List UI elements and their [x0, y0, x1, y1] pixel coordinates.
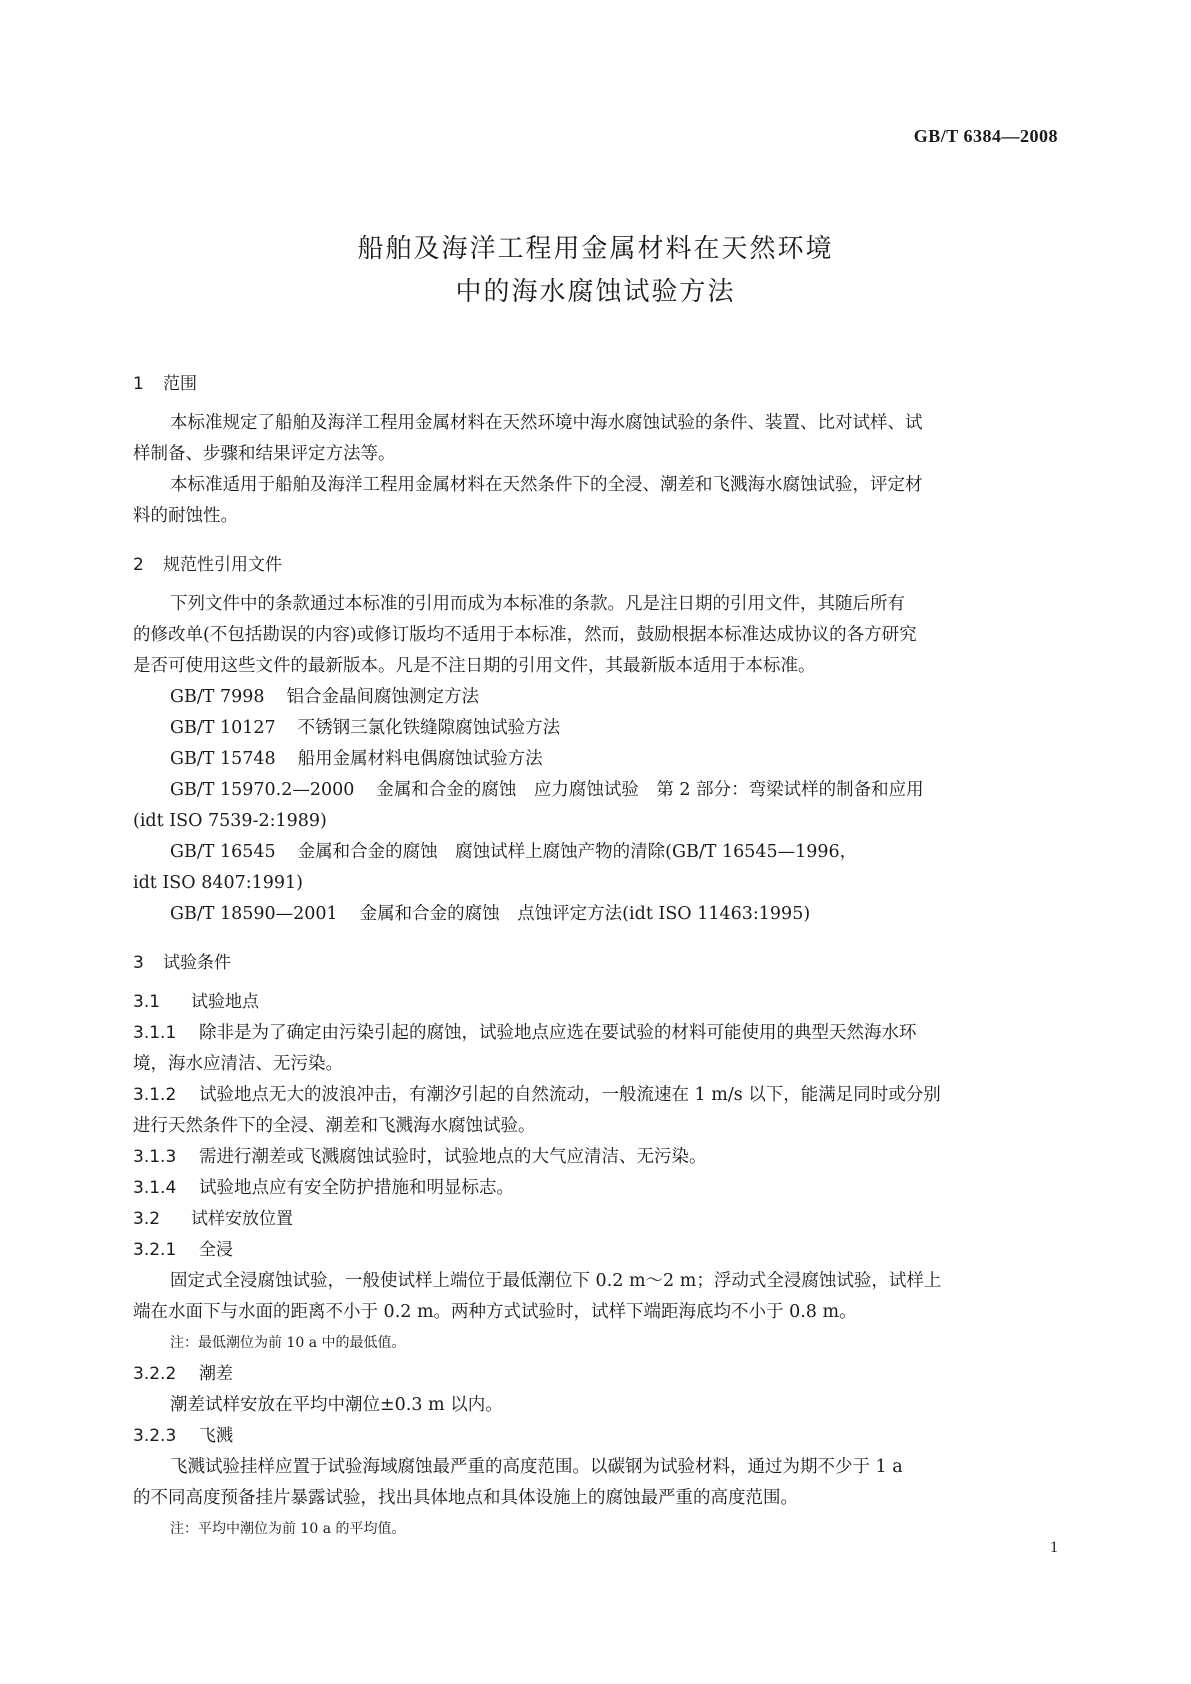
- section-3-heading: [133, 948, 1062, 979]
- section-number: 2: [133, 555, 144, 575]
- section-number: 3: [133, 953, 144, 973]
- subsection-title: 试样安放位置: [191, 1209, 293, 1229]
- reference-code: GB/T 7998: [170, 687, 265, 707]
- clause-text: 试验地点应有安全防护措施和明显标志。: [199, 1178, 514, 1198]
- section-1-heading: [133, 369, 1062, 400]
- paragraph-line: 固定式全浸腐蚀试验，一般使试样上端位于最低潮位下 0.2 m～2 m；浮动式全浸腐蚀试验，试样上: [170, 1271, 942, 1291]
- standard-code: GB/T 6384—2008: [913, 126, 1058, 146]
- reference-item: [133, 775, 1062, 806]
- paragraph-line: 潮差试样安放在平均中潮位±0.3 m 以内。: [170, 1395, 503, 1415]
- reference-code: GB/T 18590—2001: [170, 904, 338, 924]
- reference-code: GB/T 10127: [170, 718, 276, 738]
- paragraph-line: 境，海水应清洁、无污染。: [133, 1054, 343, 1074]
- clause-3-1-3: [133, 1142, 1062, 1173]
- clause-number: 3.1.3: [133, 1147, 177, 1167]
- clause-title: 全浸: [199, 1240, 233, 1260]
- reference-code: GB/T 16545: [170, 842, 276, 862]
- paragraph-line: 样制备、步骤和结果评定方法等。: [133, 444, 396, 464]
- title-line-2: 中的海水腐蚀试验方法: [455, 277, 736, 307]
- paragraph-line: 下列文件中的条款通过本标准的引用而成为本标准的条款。凡是注日期的引用文件，其随后所有: [170, 594, 905, 614]
- clause-3-1-4: [133, 1173, 1062, 1204]
- reference-title: 船用金属材料电偶腐蚀试验方法: [297, 749, 543, 769]
- subsection-3-2-heading: [133, 1204, 1062, 1235]
- subsection-number: 3.2: [133, 1209, 161, 1229]
- paragraph-line: 本标准适用于船舶及海洋工程用金属材料在天然条件下的全浸、潮差和飞溅海水腐蚀试验，评定材: [170, 475, 923, 495]
- reference-title: 金属和合金的腐蚀 应力腐蚀试验 第 2 部分：弯梁试样的制备和应用: [376, 780, 924, 800]
- paragraph-line: 的修改单(不包括勘误的内容)或修订版均不适用于本标准，然而，鼓励根据本标准达成协议的各方研究: [133, 625, 917, 645]
- reference-title: 铝合金晶间腐蚀测定方法: [286, 687, 480, 707]
- title-line-1: 船舶及海洋工程用金属材料在天然环境: [357, 234, 834, 264]
- reference-title: 金属和合金的腐蚀 腐蚀试样上腐蚀产物的清除(GB/T 16545—1996，: [297, 842, 858, 862]
- subsection-title: 试验地点: [191, 992, 259, 1012]
- clause-3-1-2: [133, 1080, 1062, 1111]
- reference-title: 不锈钢三氯化铁缝隙腐蚀试验方法: [297, 718, 561, 738]
- reference-continuation: idt ISO 8407:1991): [133, 873, 304, 893]
- paragraph-line: 飞溅试验挂样应置于试验海域腐蚀最严重的高度范围。以碳钢为试验材料，通过为期不少于 1 a: [170, 1457, 903, 1477]
- clause-number: 3.2.2: [133, 1364, 177, 1384]
- clause-number: 3.1.1: [133, 1023, 177, 1043]
- section-2-heading: [133, 550, 1062, 581]
- paragraph-line: 料的耐蚀性。: [133, 506, 238, 526]
- section-title: 试验条件: [163, 953, 231, 973]
- clause-title: 潮差: [199, 1364, 233, 1384]
- reference-item: [133, 713, 1062, 744]
- page-number: 1: [1050, 1539, 1058, 1556]
- note: 注：平均中潮位为前 10 a 的平均值。: [170, 1521, 406, 1537]
- reference-item: [133, 899, 1062, 930]
- document-title: [0, 228, 1191, 314]
- reference-title: 金属和合金的腐蚀 点蚀评定方法(idt ISO 11463:1995): [359, 904, 811, 924]
- section-number: 1: [133, 374, 144, 394]
- reference-code: GB/T 15970.2—2000: [170, 780, 355, 800]
- clause-text: 试验地点无大的波浪冲击，有潮汐引起的自然流动，一般流速在 1 m/s 以下，能满足同时或分别: [199, 1085, 941, 1105]
- section-title: 规范性引用文件: [163, 555, 282, 575]
- paragraph-line: 进行天然条件下的全浸、潮差和飞溅海水腐蚀试验。: [133, 1116, 536, 1136]
- reference-continuation: (idt ISO 7539-2:1989): [133, 811, 327, 831]
- clause-3-2-3-heading: [133, 1421, 1062, 1452]
- clause-text: 除非是为了确定由污染引起的腐蚀，试验地点应选在要试验的材料可能使用的典型天然海水环: [199, 1023, 917, 1043]
- reference-item: [133, 744, 1062, 775]
- paragraph-line: 是否可使用这些文件的最新版本。凡是不注日期的引用文件，其最新版本适用于本标准。: [133, 656, 816, 676]
- clause-title: 飞溅: [199, 1426, 233, 1446]
- paragraph-line: 端在水面下与水面的距离不小于 0.2 m。两种方式试验时，试样下端距海底均不小于 0.8 m。: [133, 1302, 857, 1322]
- clause-number: 3.1.4: [133, 1178, 177, 1198]
- clause-number: 3.2.1: [133, 1240, 177, 1260]
- clause-number: 3.1.2: [133, 1085, 177, 1105]
- clause-text: 需进行潮差或飞溅腐蚀试验时，试验地点的大气应清洁、无污染。: [199, 1147, 707, 1167]
- note: 注：最低潮位为前 10 a 中的最低值。: [170, 1335, 406, 1351]
- reference-item: [133, 682, 1062, 713]
- section-title: 范围: [163, 374, 197, 394]
- clause-number: 3.2.3: [133, 1426, 177, 1446]
- paragraph-line: 本标准规定了船舶及海洋工程用金属材料在天然环境中海水腐蚀试验的条件、装置、比对试样、试: [170, 413, 923, 433]
- clause-3-2-2-heading: [133, 1359, 1062, 1390]
- clause-3-1-1: [133, 1018, 1062, 1049]
- reference-item: [133, 837, 1062, 868]
- paragraph-line: 的不同高度预备挂片暴露试验，找出具体地点和具体设施上的腐蚀最严重的高度范围。: [133, 1488, 798, 1508]
- subsection-number: 3.1: [133, 992, 161, 1012]
- clause-3-2-1-heading: [133, 1235, 1062, 1266]
- subsection-3-1-heading: [133, 987, 1062, 1018]
- reference-code: GB/T 15748: [170, 749, 276, 769]
- document-body: [133, 369, 1062, 1545]
